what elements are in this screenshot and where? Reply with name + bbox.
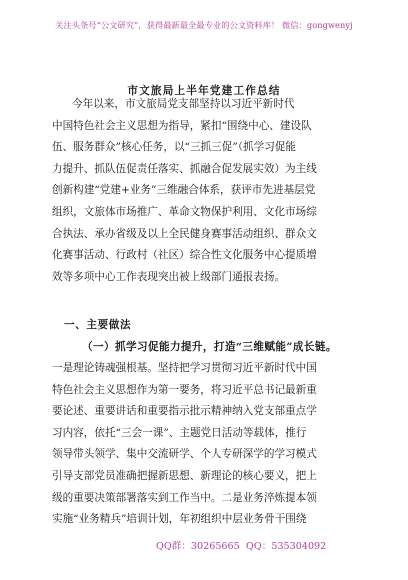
- subsection-heading: （一）抓学习促能力提升，打造“三维赋能”成长链。: [82, 341, 337, 353]
- text-line: 力提升、抓队伍促责任落实、抓融合促发展实效）为主线: [52, 162, 317, 175]
- text-line: 要论述、重要讲话和重要指示批示精神纳入党支部重点学: [52, 405, 317, 418]
- text-line: 合执法、承办省级及以上全民健身赛事活动组织、群众文: [52, 227, 317, 240]
- text-line: 实施“业务精兵”培训计划，年初组织中层业务骨干围绕: [52, 513, 307, 526]
- text-line: 领导带头领学、集中交流研学、个人专研深学的学习模式: [52, 448, 317, 461]
- intro-paragraph: [0, 94, 408, 288]
- text-line: 组织，文旅体市场推广、革命文物保护利用、文化市场综: [52, 205, 317, 218]
- text-line: 今年以来，市文旅局党支部坚持以习近平新时代: [72, 98, 295, 110]
- text-line: 级的重要决策部署落实到工作当中。二是业务淬炼提本领: [52, 491, 317, 504]
- document-title: 市文旅局上半年党建工作总结: [127, 85, 281, 97]
- text-line: 一是理论铸魂强根基。坚持把学习贯彻习近平新时代中国: [52, 362, 317, 374]
- text-line: 化赛事活动、行政村（社区）综合性文化服务中心提质增: [52, 249, 317, 262]
- text-line: 伍、服务群众”核心任务，以“三抓三促”（抓学习促能: [52, 141, 297, 154]
- section-heading: 一、主要做法: [64, 319, 132, 331]
- text-line: 创新构建“党建+业务”三维融合体系，获评市先进基层党: [52, 184, 316, 197]
- footer-qq: QQ：535304092: [246, 541, 327, 552]
- text-line: 特色社会主义思想作为第一要务，将习近平总书记最新重: [52, 383, 317, 396]
- text-line: 中国特色社会主义思想为指导，紧扣“围绕中心、建设队: [52, 119, 312, 132]
- body-paragraph: [0, 358, 408, 531]
- header-banner: 关注头条号“公文研究”，获得最新最全最专业的公文资料库！ 微信：gongwenyj: [55, 20, 353, 30]
- footer-qq-group: QQ群：30265665: [156, 541, 240, 552]
- text-line: 引导支部党员准确把握新思想、新理论的核心要义，把上: [52, 469, 317, 482]
- text-line: 习内容，依托“三会一课”、主题党日活动等载体，推行: [52, 426, 307, 439]
- text-line: 效等多项中心工作表现突出被上级部门通报表扬。: [52, 270, 286, 283]
